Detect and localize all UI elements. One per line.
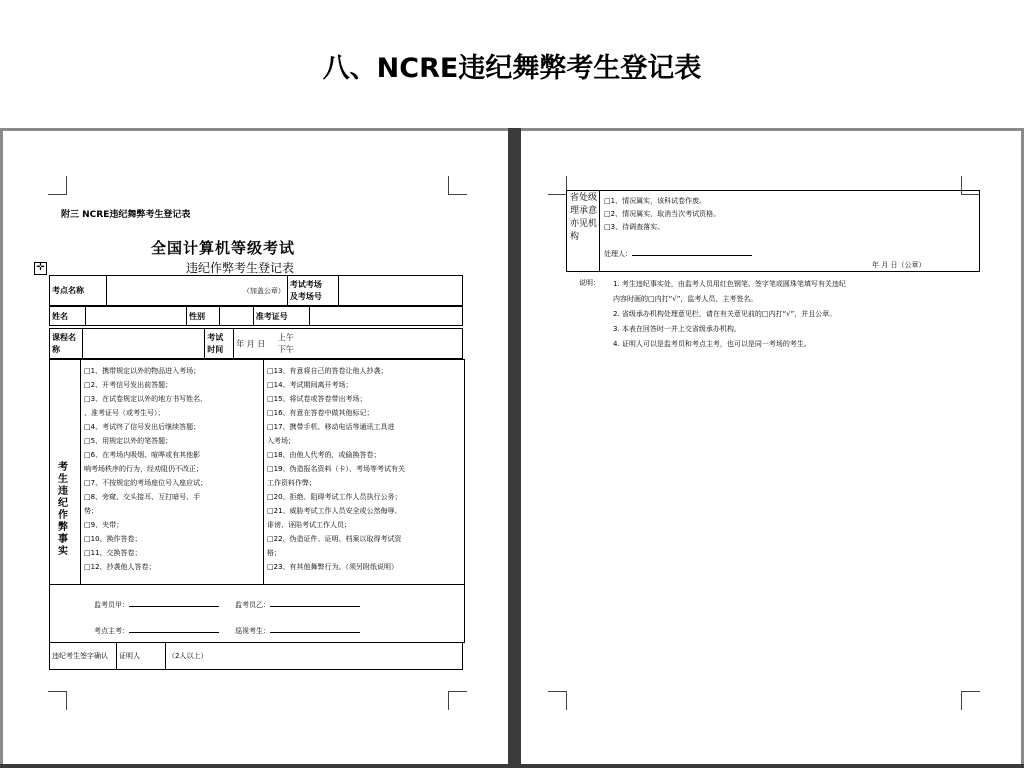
label-handler[interactable]: 处理人： (604, 247, 752, 259)
violation-rule-item: □15、将试卷或答卷带出考场； (267, 395, 367, 403)
signature-site-head[interactable]: 考点主考： (94, 624, 219, 636)
value-ticket[interactable] (309, 307, 462, 326)
violation-rule-item: □2、开考信号发出前答题； (84, 381, 173, 389)
violation-rule-item: □22、伪造证件、证明、档案以取得考试资 (267, 535, 402, 543)
violation-rule-item: □19、伪造报名资料（卡）、考场等考试有关 (267, 465, 406, 473)
opinion-option-item: □3、待调查落实。 (604, 223, 665, 231)
registration-table-name-row (49, 306, 463, 326)
value-exam-room[interactable] (338, 276, 462, 306)
opinion-options (604, 195, 720, 234)
violation-rule-item: □9、夹带； (84, 521, 124, 529)
violation-rule-item: □8、旁窥、交头接耳、互打暗号、手 (84, 493, 201, 501)
violation-rule-item: □10、换作答卷； (84, 535, 142, 543)
violation-rule-item: □13、有意将自己的答卷让他人抄袭； (267, 367, 388, 375)
provincial-opinion-box (566, 190, 980, 272)
violation-rule-item: □5、用规定以外的笔答题； (84, 437, 173, 445)
violation-rule-item: □11、交换答卷； (84, 549, 142, 557)
slide-title: 八、NCRE违纪舞弊考生登记表 (322, 53, 702, 84)
note-item: 3. 本表在回答时一并上交省级承办机构。 (613, 325, 741, 333)
violation-rule-item: □3、在试卷规定以外的地方书写姓名、 (84, 395, 208, 403)
label-gender: 性别 (187, 307, 220, 326)
label-name: 姓名 (50, 307, 86, 326)
violation-rule-item: □7、不按规定的考场座位号入座应试； (84, 479, 208, 487)
label-violation-facts: 考生违纪作弊事实 (58, 462, 68, 557)
main-title: 全国计算机等级考试 (151, 239, 296, 257)
crop-mark (548, 691, 567, 710)
column-divider (263, 360, 264, 584)
label-exam-site: 考点名称 (50, 276, 107, 306)
violation-rule-item: 格； (267, 549, 281, 557)
document-page-right (521, 131, 1021, 768)
value-witness[interactable]: （2人以上） (166, 643, 463, 670)
opinion-option-item: □1、情况属实，该科试卷作废。 (604, 197, 707, 205)
signature-inspector[interactable]: 巡视考生： (235, 624, 360, 636)
label-witness: 证明人 (117, 643, 166, 670)
note-item: 2. 省级承办机构处理意见栏，请在有关意见前的□内打“√”，并且公章。 (613, 310, 837, 318)
violation-rule-item: 入考场； (267, 437, 295, 445)
label-exam-time: 考试时间 (205, 329, 234, 359)
signatures-block (49, 584, 465, 643)
page-bottom-edge (0, 764, 1024, 768)
signature-invigilator-1[interactable]: 监考员甲： (94, 598, 219, 610)
violation-rule-item: 工作资料作弊； (267, 479, 316, 487)
note-item: 1. 考生违纪事实处，由监考人员用红色钢笔、签字笔或圆珠笔填写有关违纪 (613, 280, 846, 288)
label-ticket: 准考证号 (253, 307, 309, 326)
label-provincial-opinion: 省处级理承意亦见机构 (570, 193, 598, 242)
violation-rule-item: □18、由他人代考的，或偷换答卷； (267, 451, 381, 459)
opinion-option-item: □2、情况属实，取消当次考试资格。 (604, 210, 721, 218)
notes-list (613, 277, 973, 352)
violation-rule-item: □1、携带规定以外的物品进入考场； (84, 367, 201, 375)
violation-rule-item: 响考场秩序的行为，经劝阻仍不改正； (84, 465, 203, 473)
note-item: 4. 证明人可以是监考员和考点主考，也可以是同一考场的考生。 (613, 340, 811, 348)
crop-mark (48, 176, 67, 195)
violation-rule-item: □16、有意在答卷中做其他标记； (267, 409, 374, 417)
violation-rule-item: □21、威胁考试工作人员安全或公然侮辱、 (267, 507, 402, 515)
value-course[interactable] (82, 329, 204, 359)
value-gender[interactable] (219, 307, 253, 326)
appendix-heading: 附三 NCRE违纪舞弊考生登记表 (61, 210, 191, 220)
label-course: 课程名称 (50, 329, 83, 359)
registration-table-course-row (49, 328, 463, 359)
label-signer: 违纪考生签字确认 (50, 643, 117, 670)
violation-rule-item: □14、考试期间离开考场； (267, 381, 353, 389)
rules-list-right (267, 364, 463, 574)
crop-mark (548, 176, 567, 195)
registration-table-bottom (49, 642, 463, 670)
value-exam-time[interactable]: 年 月 日 上午 下午 (234, 329, 463, 359)
violation-rule-item: □4、考试终了信号发出后继续答题； (84, 423, 201, 431)
crop-mark (48, 691, 67, 710)
violation-rule-item: □20、拒绝、阻碍考试工作人员执行公务； (267, 493, 402, 501)
document-page-left (3, 131, 508, 768)
violation-rule-item: □23、有其他舞弊行为。（须另附纸说明） (267, 563, 399, 571)
violation-rule-item: □6、在考场内吸烟、喧哗或有其他影 (84, 451, 201, 459)
registration-table-header (49, 275, 463, 306)
note-item: 内容时画的□内打“√”，监考人员、主考签名。 (613, 295, 758, 303)
table-move-handle-icon[interactable]: ✛ (34, 262, 47, 275)
signature-invigilator-2[interactable]: 监考员乙： (235, 598, 360, 610)
violation-rule-item: 诽谤、诬陷考试工作人员； (267, 521, 351, 529)
label-exam-room: 考试考场 及考场号 (287, 276, 338, 306)
crop-mark (448, 176, 467, 195)
violation-rule-item: □17、携带手机、移动电话等通讯工具进 (267, 423, 395, 431)
page-gutter (508, 128, 521, 768)
violation-rule-item: □12、抄袭他人答卷； (84, 563, 156, 571)
crop-mark (448, 691, 467, 710)
notes-label: 说明： (579, 279, 600, 287)
sub-title: 违纪作弊考生登记表 (186, 261, 295, 275)
opinion-date: 年 月 日（公章） (872, 261, 926, 269)
value-exam-site[interactable]: （加盖公章） (106, 276, 287, 306)
rules-list-left (84, 364, 262, 574)
value-name[interactable] (86, 307, 187, 326)
violation-rule-item: 势； (84, 507, 98, 515)
violation-rule-item: 、准考证号（或考生号）； (84, 409, 165, 417)
violation-facts-block (49, 359, 465, 585)
crop-mark (961, 691, 980, 710)
